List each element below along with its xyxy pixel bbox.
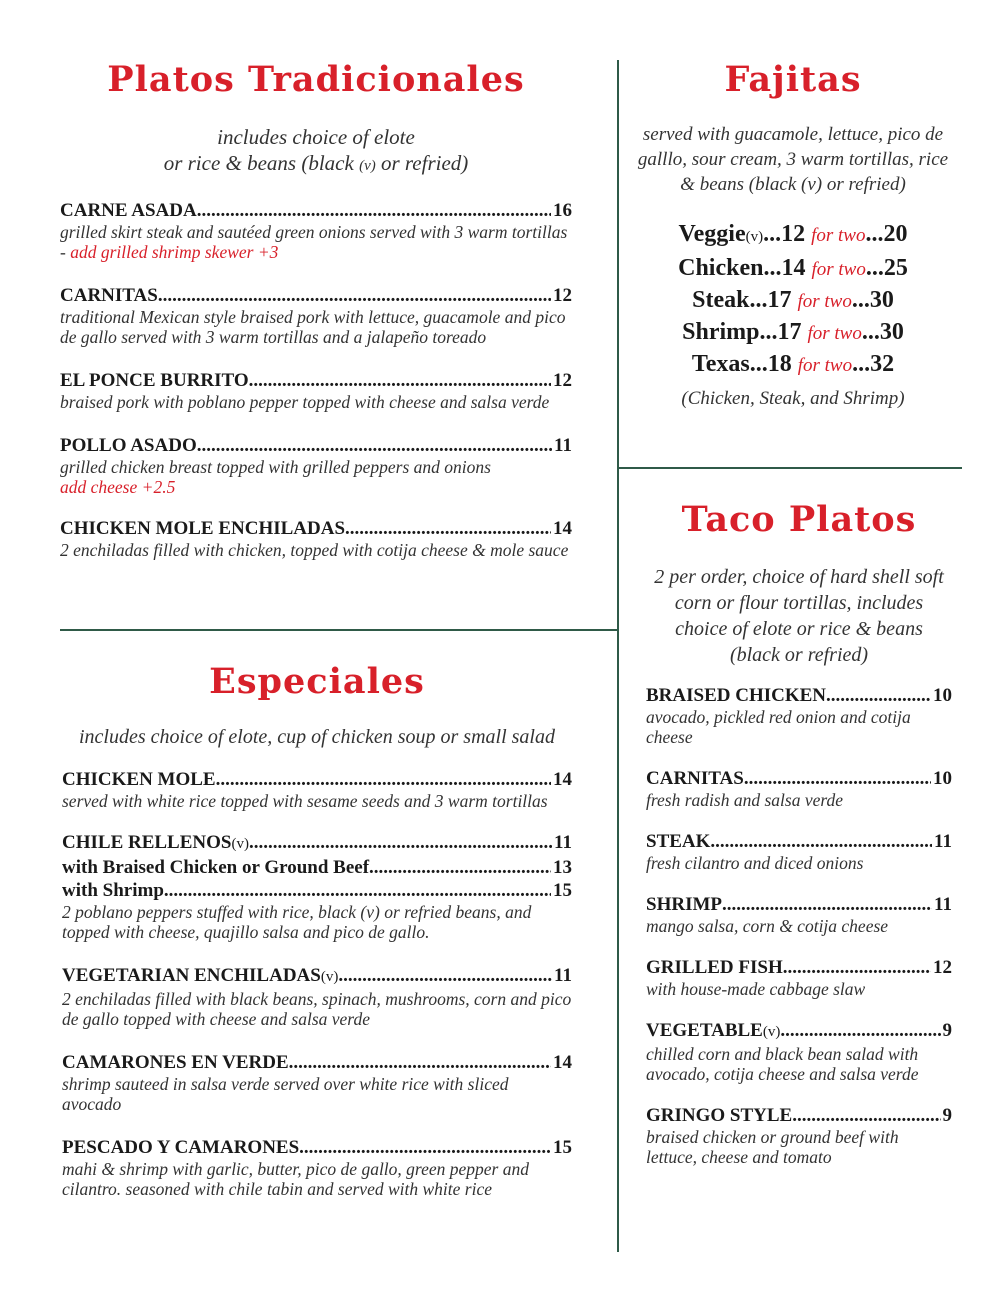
platos-intro-line2a: or rice & beans (black bbox=[163, 151, 360, 175]
fajita-price: ...12 bbox=[763, 221, 806, 247]
item-description: traditional Mexican style braised pork with lettuce, guacamole and pico de gallo served with 3 warm tortillas and a jalapeño toreado bbox=[60, 307, 566, 347]
item-name: CARNITAS bbox=[60, 285, 158, 306]
item-name: SHRIMP bbox=[646, 894, 722, 915]
item-name: CHICKEN MOLE bbox=[62, 769, 216, 790]
item-price: 12 bbox=[933, 957, 952, 978]
fajita-line-shrimp bbox=[628, 317, 958, 349]
taco-intro: 2 per order, choice of hard shell soft corn or flour tortillas, includes choice of elote or rice & beans (black or refried) bbox=[654, 566, 944, 666]
item-price: 11 bbox=[934, 894, 952, 915]
fajita-name: Shrimp bbox=[682, 319, 760, 345]
item-name: CHICKEN MOLE ENCHILADAS bbox=[60, 518, 346, 539]
platos-especiales-divider bbox=[60, 629, 617, 631]
fajita-name: Chicken bbox=[678, 255, 764, 281]
menu-item-carne-asada bbox=[60, 199, 572, 262]
variant-name: with Shrimp bbox=[62, 880, 164, 901]
fajita-price: ...14 bbox=[763, 255, 806, 281]
vegetarian-mark: (v) bbox=[320, 969, 339, 985]
for-two-label: for two bbox=[797, 291, 852, 312]
platos-heading: Platos Tradicionales bbox=[107, 59, 525, 100]
variant-price: 15 bbox=[553, 880, 572, 901]
vegetarian-mark: (v) bbox=[745, 229, 764, 245]
variant-price: 13 bbox=[553, 857, 572, 878]
item-price: 14 bbox=[553, 1052, 572, 1073]
item-name: CAMARONES EN VERDE bbox=[62, 1052, 289, 1073]
for-two-label: for two bbox=[811, 259, 866, 280]
fajita-price-two: ...30 bbox=[861, 319, 904, 345]
item-description: fresh radish and salsa verde bbox=[646, 790, 844, 810]
menu-item-pollo-asado bbox=[60, 434, 572, 497]
menu-item-chicken-mole-enchiladas bbox=[60, 517, 572, 560]
item-name: CHILE RELLENOS bbox=[62, 832, 232, 853]
platos-intro-line2b: or refried) bbox=[375, 151, 469, 175]
taco-item-shrimp bbox=[646, 893, 952, 936]
item-price: 10 bbox=[933, 685, 952, 706]
item-price: 11 bbox=[554, 965, 572, 986]
item-price: 12 bbox=[553, 370, 572, 391]
item-name: POLLO ASADO bbox=[60, 435, 197, 456]
especial-item-chicken-mole bbox=[62, 768, 572, 811]
leader-dots bbox=[216, 768, 551, 791]
item-description: 2 enchiladas filled with chicken, topped with cotija cheese & mole sauce bbox=[60, 540, 569, 560]
fajita-line-veggie bbox=[628, 219, 958, 253]
especiales-heading: Especiales bbox=[209, 661, 425, 702]
platos-intro bbox=[60, 124, 572, 179]
item-name: CARNITAS bbox=[646, 768, 744, 789]
leader-dots bbox=[783, 956, 931, 979]
fajita-name: Veggie bbox=[678, 221, 746, 247]
vegetarian-mark: (v) bbox=[762, 1024, 781, 1040]
leader-dots bbox=[289, 1051, 551, 1074]
leader-dots bbox=[338, 964, 552, 987]
fajita-price-two: ...30 bbox=[851, 287, 894, 313]
fajitas-taco-divider bbox=[619, 467, 962, 469]
vertical-divider bbox=[617, 60, 619, 1252]
item-name: GRINGO STYLE bbox=[646, 1105, 793, 1126]
leader-dots bbox=[197, 199, 551, 222]
fajita-price: ...17 bbox=[749, 287, 792, 313]
item-price: 11 bbox=[554, 435, 572, 456]
especiales-intro: includes choice of elote, cup of chicken soup or small salad bbox=[78, 726, 555, 748]
taco-section bbox=[646, 498, 952, 1167]
item-description: served with white rice topped with sesame seeds and 3 warm tortillas bbox=[62, 791, 548, 811]
item-description: chilled corn and black bean salad with avocado, cotija cheese and salsa verde bbox=[646, 1044, 919, 1084]
fajita-line-texas bbox=[628, 349, 958, 381]
fajita-line-chicken bbox=[628, 253, 958, 285]
variant-shrimp bbox=[62, 879, 572, 902]
especial-item-camarones-en-verde bbox=[62, 1051, 572, 1114]
for-two-label: for two bbox=[811, 225, 866, 246]
variant-braised-chicken bbox=[62, 856, 572, 879]
fajitas-section bbox=[628, 58, 958, 411]
item-description: grilled chicken breast topped with grilled peppers and onions bbox=[60, 457, 491, 477]
leader-dots bbox=[722, 893, 932, 916]
item-price: 14 bbox=[553, 518, 572, 539]
platos-intro-line1: includes choice of elote bbox=[217, 125, 415, 149]
fajita-price: ...17 bbox=[759, 319, 802, 345]
item-price: 10 bbox=[933, 768, 952, 789]
taco-item-carnitas bbox=[646, 767, 952, 810]
item-price: 12 bbox=[553, 285, 572, 306]
item-description: grilled skirt steak and sautéed green onions served with 3 warm tortillas - bbox=[60, 222, 568, 262]
taco-item-grilled-fish bbox=[646, 956, 952, 999]
leader-dots bbox=[345, 517, 551, 540]
item-name: PESCADO Y CAMARONES bbox=[62, 1137, 300, 1158]
fajitas-note: (Chicken, Steak, and Shrimp) bbox=[681, 388, 905, 409]
item-price: 15 bbox=[553, 1137, 572, 1158]
fajitas-price-list bbox=[628, 219, 958, 381]
item-name: BRAISED CHICKEN bbox=[646, 685, 827, 706]
especial-item-pescado-y-camarones bbox=[62, 1136, 572, 1199]
item-addon: add grilled shrimp skewer +3 bbox=[70, 242, 279, 262]
item-description: mango salsa, corn & cotija cheese bbox=[646, 916, 889, 936]
leader-dots bbox=[249, 831, 552, 854]
taco-item-braised-chicken bbox=[646, 684, 952, 747]
variant-name: with Braised Chicken or Ground Beef bbox=[62, 857, 370, 878]
item-name: VEGETARIAN ENCHILADAS bbox=[62, 965, 321, 986]
taco-item-vegetable bbox=[646, 1019, 952, 1084]
especiales-section bbox=[62, 660, 572, 1199]
leader-dots bbox=[197, 434, 552, 457]
item-price: 9 bbox=[942, 1105, 952, 1126]
item-name: EL PONCE BURRITO bbox=[60, 370, 249, 391]
item-price: 11 bbox=[934, 831, 952, 852]
fajitas-intro: served with guacamole, lettuce, pico de galllo, sour cream, 3 warm tortillas, rice & beans (black (v) or refried) bbox=[637, 124, 949, 195]
taco-item-steak bbox=[646, 830, 952, 873]
fajitas-heading: Fajitas bbox=[724, 59, 862, 100]
leader-dots bbox=[249, 369, 551, 392]
for-two-label: for two bbox=[797, 355, 853, 376]
leader-dots bbox=[158, 284, 551, 307]
menu-item-carnitas bbox=[60, 284, 572, 347]
item-description: with house-made cabbage slaw bbox=[646, 979, 866, 999]
for-two-label: for two bbox=[807, 323, 862, 344]
leader-dots bbox=[792, 1104, 940, 1127]
fajita-price-two: ...25 bbox=[865, 255, 908, 281]
leader-dots bbox=[710, 830, 932, 853]
taco-heading: Taco Platos bbox=[681, 499, 917, 540]
item-description: avocado, pickled red onion and cotija cheese bbox=[646, 707, 911, 747]
item-description: braised chicken or ground beef with lettuce, cheese and tomato bbox=[646, 1127, 899, 1167]
fajita-price-two: ...20 bbox=[865, 221, 908, 247]
item-price: 9 bbox=[942, 1020, 952, 1041]
leader-dots bbox=[826, 684, 931, 707]
item-description: fresh cilantro and diced onions bbox=[646, 853, 864, 873]
item-description: braised pork with poblano pepper topped with cheese and salsa verde bbox=[60, 392, 550, 412]
item-description: mahi & shrimp with garlic, butter, pico de gallo, green pepper and cilantro. seasoned with chile tabin and served with white rice bbox=[62, 1159, 529, 1199]
item-description: 2 enchiladas filled with black beans, spinach, mushrooms, corn and pico de gallo topped with cheese and salsa verde bbox=[62, 989, 572, 1029]
fajita-line-steak bbox=[628, 285, 958, 317]
platos-intro-v: (v) bbox=[359, 158, 376, 174]
fajita-name: Texas bbox=[691, 351, 750, 377]
item-name: GRILLED FISH bbox=[646, 957, 783, 978]
vegetarian-mark: (v) bbox=[231, 836, 249, 852]
item-name: VEGETABLE bbox=[646, 1020, 763, 1041]
item-name: STEAK bbox=[646, 831, 711, 852]
item-description: shrimp sauteed in salsa verde served over white rice with sliced avocado bbox=[62, 1074, 509, 1114]
fajita-price-two: ...32 bbox=[852, 351, 895, 377]
item-price: 11 bbox=[554, 832, 572, 853]
item-price: 14 bbox=[553, 769, 572, 790]
taco-item-gringo-style bbox=[646, 1104, 952, 1167]
platos-section bbox=[60, 58, 572, 560]
item-price: 16 bbox=[553, 200, 572, 221]
leader-dots bbox=[744, 767, 931, 790]
leader-dots bbox=[369, 856, 551, 879]
menu-item-el-ponce-burrito bbox=[60, 369, 572, 412]
fajita-price: ...18 bbox=[749, 351, 792, 377]
item-addon: add cheese +2.5 bbox=[60, 477, 176, 497]
item-name: CARNE ASADA bbox=[60, 200, 197, 221]
item-description: 2 poblano peppers stuffed with rice, black (v) or refried beans, and topped with cheese, quajillo salsa and pico de gallo. bbox=[62, 902, 532, 942]
especial-item-chile-rellenos bbox=[62, 831, 572, 942]
leader-dots bbox=[780, 1019, 940, 1042]
especial-item-vegetarian-enchiladas bbox=[62, 964, 572, 1029]
leader-dots bbox=[299, 1136, 551, 1159]
leader-dots bbox=[164, 879, 551, 902]
fajita-name: Steak bbox=[692, 287, 750, 313]
